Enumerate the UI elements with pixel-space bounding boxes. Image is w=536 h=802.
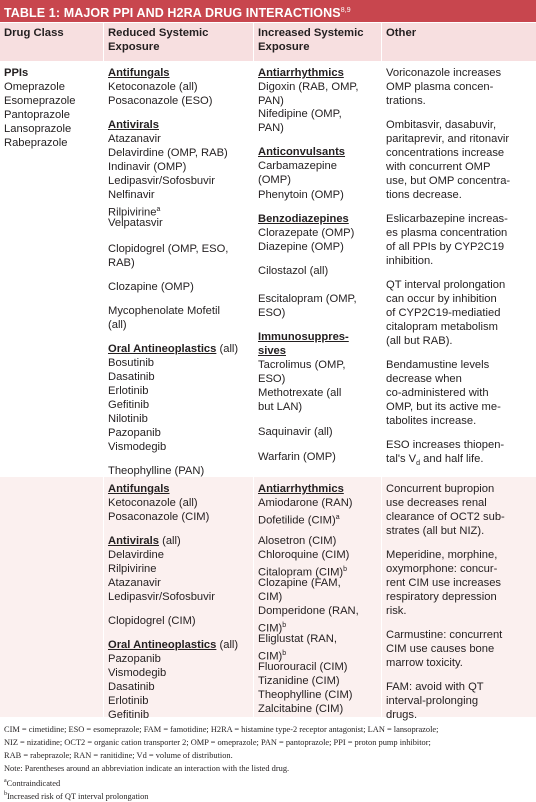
drug-entry: decrease when bbox=[386, 373, 462, 385]
drug-entry: ESO) bbox=[258, 373, 286, 385]
drug-entry: Dofetilide (CIM)$^a$ bbox=[258, 514, 340, 527]
drug-entry: Ombitasvir, dasabuvir, bbox=[386, 119, 497, 131]
drug-entry: Mycophenolate Mofetil bbox=[108, 305, 220, 317]
drug-category-heading: Anticonvulsants bbox=[258, 146, 346, 158]
column-divider bbox=[103, 23, 104, 717]
footnote: RAB = rabeprazole; RAN = ranitidine; Vd = volume of distribution. bbox=[4, 751, 233, 760]
drug-entry: FAM: avoid with QT bbox=[386, 681, 484, 693]
drug-entry: can occur by inhibition bbox=[386, 293, 497, 305]
drug-entry: Meperidine, morphine, bbox=[386, 549, 498, 561]
drug-entry: Ketoconazole (all) bbox=[108, 497, 198, 509]
drug-entry: Clorazepate (OMP) bbox=[258, 227, 355, 239]
drug-entry: Eslicarbazepine increas- bbox=[386, 213, 508, 225]
drug-entry: Bosutinib bbox=[108, 357, 155, 369]
drug-category-heading: Oral Antineoplastics (all) bbox=[108, 639, 239, 651]
drug-entry: respiratory depression bbox=[386, 591, 497, 603]
drug-entry: Pazopanib bbox=[108, 427, 161, 439]
drug-entry: Nilotinib bbox=[108, 413, 148, 425]
drug-entry: Saquinavir (all) bbox=[258, 426, 333, 438]
drug-entry: Carmustine: concurrent bbox=[386, 629, 503, 641]
drug-entry: Clozapine (OMP) bbox=[108, 281, 194, 293]
drug-entry: Omeprazole bbox=[4, 81, 65, 93]
drug-entry: CIM)$^b$ bbox=[258, 622, 287, 635]
drug-entry: drugs. bbox=[386, 709, 418, 721]
column-divider bbox=[253, 23, 254, 717]
drug-entry: Delavirdine (OMP, RAB) bbox=[108, 147, 228, 159]
drug-entry: inhibition. bbox=[386, 255, 434, 267]
drug-entry: Ketoconazole (all) bbox=[108, 81, 198, 93]
drug-entry: Clozapine (FAM, bbox=[258, 577, 341, 589]
drug-entry: but LAN) bbox=[258, 401, 303, 413]
drug-category-heading: Antivirals (all) bbox=[108, 535, 181, 547]
footnote: Note: Parentheses around an abbreviation indicate an interaction with the listed drug. bbox=[4, 764, 290, 773]
drug-entry: Atazanavir bbox=[108, 577, 161, 589]
table-header bbox=[0, 23, 536, 61]
drug-category-heading: Antiarrhythmics bbox=[258, 67, 344, 79]
drug-entry: strates (all but NIZ). bbox=[386, 525, 485, 537]
drug-entry: Carbamazepine bbox=[258, 160, 337, 172]
drug-entry: Erlotinib bbox=[108, 695, 149, 707]
drug-entry: with concurrent OMP bbox=[386, 161, 491, 173]
drug-entry: tions decrease. bbox=[386, 189, 462, 201]
drug-entry: Pantoprazole bbox=[4, 109, 70, 121]
drug-entry: Phenytoin (OMP) bbox=[258, 189, 344, 201]
drug-entry: Gefitinib bbox=[108, 709, 150, 721]
footnote: $^b$Increased risk of QT interval prolongation bbox=[4, 791, 149, 801]
drug-entry: OMP plasma concen- bbox=[386, 81, 494, 93]
drug-entry: Lansoprazole bbox=[4, 123, 72, 135]
drug-entry: Warfarin (OMP) bbox=[258, 451, 336, 463]
drug-entry: use, but OMP concentra- bbox=[386, 175, 511, 187]
header-drug-class: Drug Class bbox=[4, 27, 64, 39]
footnote: CIM = cimetidine; ESO = esomeprazole; FAM = famotidine; H2RA = histamine type-2 receptor antagonist; LAN = lansoprazole; bbox=[4, 725, 439, 734]
drug-entry: clearance of OCT2 sub- bbox=[386, 511, 505, 523]
drug-entry: ESO) bbox=[258, 307, 286, 319]
drug-entry: of CYP2C19-mediatied bbox=[386, 307, 501, 319]
drug-entry: of all PPIs by CYP2C19 bbox=[386, 241, 505, 253]
drug-entry: Rilpivirine bbox=[108, 563, 157, 575]
drug-entry: Bendamustine levels bbox=[386, 359, 490, 371]
drug-entry: Fluorouracil (CIM) bbox=[258, 661, 348, 673]
drug-entry: Esomeprazole bbox=[4, 95, 76, 107]
drug-entry: Posaconazole (ESO) bbox=[108, 95, 213, 107]
drug-entry: OMP, but its active me- bbox=[386, 401, 501, 413]
footnote: $^a$Contraindicated bbox=[4, 778, 61, 788]
drug-entry: Gefitinib bbox=[108, 399, 150, 411]
header-reduced: Reduced Systemic Exposure bbox=[108, 27, 209, 53]
drug-entry: CIM) bbox=[258, 591, 283, 603]
drug-entry: tal's $V_d$ and half life. bbox=[386, 453, 484, 468]
drug-entry: Indinavir (OMP) bbox=[108, 161, 187, 173]
drug-entry: Alosetron (CIM) bbox=[258, 535, 337, 547]
drug-entry: Domperidone (RAN, bbox=[258, 605, 359, 617]
drug-entry: rent CIM use increases bbox=[386, 577, 502, 589]
drug-category-heading: Immunosuppres- bbox=[258, 331, 349, 343]
drug-entry: (OMP) bbox=[258, 174, 291, 186]
table-title: TABLE 1: MAJOR PPI AND H2RA DRUG INTERACTIONS$^{8,9}$ bbox=[0, 0, 536, 22]
drug-entry: Digoxin (RAB, OMP, bbox=[258, 81, 359, 93]
drug-category-heading: sives bbox=[258, 345, 286, 357]
drug-entry: Nelfinavir bbox=[108, 189, 155, 201]
column-divider bbox=[381, 23, 382, 717]
drug-entry: Concurrent bupropion bbox=[386, 483, 495, 495]
drug-entry: CIM use causes bone bbox=[386, 643, 495, 655]
drug-category-heading: Antivirals bbox=[108, 119, 159, 131]
drug-entry: RAB) bbox=[108, 257, 135, 269]
drug-entry: PAN) bbox=[258, 122, 284, 134]
drug-entry: Dasatinib bbox=[108, 681, 155, 693]
drug-entry: CIM)$^b$ bbox=[258, 650, 287, 663]
header-increased: Increased Systemic Exposure bbox=[258, 27, 364, 53]
drug-entry: interval-prolonging bbox=[386, 695, 479, 707]
drug-entry: Clopidogrel (OMP, ESO, bbox=[108, 243, 229, 255]
drug-entry: ESO increases thiopen- bbox=[386, 439, 505, 451]
drug-entry: Diazepine (OMP) bbox=[258, 241, 344, 253]
drug-entry: Ledipasvir/Sofosbuvir bbox=[108, 175, 215, 187]
header-other: Other bbox=[386, 27, 417, 39]
drug-entry: Dasatinib bbox=[108, 371, 155, 383]
drug-category-heading: Antifungals bbox=[108, 483, 170, 495]
drug-entry: paritaprevir, and ritonavir bbox=[386, 133, 510, 145]
drug-entry: Chloroquine (CIM) bbox=[258, 549, 350, 561]
drug-entry: Rilpivirine$^a$ bbox=[108, 206, 161, 219]
drug-entry: risk. bbox=[386, 605, 407, 617]
drug-category-heading: Oral Antineoplastics (all) bbox=[108, 343, 239, 355]
drug-entry: Cilostazol (all) bbox=[258, 265, 329, 277]
drug-entry: marrow toxicity. bbox=[386, 657, 463, 669]
drug-entry: concentrations increase bbox=[386, 147, 505, 159]
drug-entry: Clopidogrel (CIM) bbox=[108, 615, 196, 627]
drug-entry: Posaconazole (CIM) bbox=[108, 511, 210, 523]
drug-category-heading: Antiarrhythmics bbox=[258, 483, 344, 495]
drug-entry: Pazopanib bbox=[108, 653, 161, 665]
drug-entry: Citalopram (CIM)$^b$ bbox=[258, 566, 348, 579]
drug-category-heading: Antifungals bbox=[108, 67, 170, 79]
drug-category-heading: Benzodiazepines bbox=[258, 213, 349, 225]
drug-entry: PAN) bbox=[258, 95, 284, 107]
drug-entry: Theophylline (PAN) bbox=[108, 465, 205, 477]
drug-entry: tabolites increase. bbox=[386, 415, 477, 427]
drug-entry: citalopram metabolism bbox=[386, 321, 498, 333]
drug-entry: Nifedipine (OMP, bbox=[258, 108, 342, 120]
drug-entry: Atazanavir bbox=[108, 133, 161, 145]
drug-entry: co-administered with bbox=[386, 387, 489, 399]
drug-entry: Delavirdine bbox=[108, 549, 164, 561]
drug-entry: Amiodarone (RAN) bbox=[258, 497, 353, 509]
drug-entry: Vismodegib bbox=[108, 441, 167, 453]
footnote: NIZ = nizatidine; OCT2 = organic cation transporter 2; OMP = omeprazole; PAN = pantoprazole; PPI = proton pump inhibitor; bbox=[4, 738, 431, 747]
drug-entry: QT interval prolongation bbox=[386, 279, 506, 291]
drug-entry: Tizanidine (CIM) bbox=[258, 675, 340, 687]
drug-entry: es plasma concentration bbox=[386, 227, 508, 239]
drug-entry: (all but RAB). bbox=[386, 335, 453, 347]
drug-entry: Methotrexate (all bbox=[258, 387, 342, 399]
drug-entry: Escitalopram (OMP, bbox=[258, 293, 357, 305]
drug-entry: Eliglustat (RAN, bbox=[258, 633, 337, 645]
drug-entry: trations. bbox=[386, 95, 426, 107]
title-refs: 8,9 bbox=[340, 7, 351, 14]
drug-entry: Rabeprazole bbox=[4, 137, 68, 149]
drug-entry: PPIs bbox=[4, 67, 29, 79]
drug-entry: Vismodegib bbox=[108, 667, 167, 679]
drug-entry: Erlotinib bbox=[108, 385, 149, 397]
drug-entry: Ledipasvir/Sofosbuvir bbox=[108, 591, 215, 603]
drug-entry: Zalcitabine (CIM) bbox=[258, 703, 344, 715]
drug-entry: Velpatasvir bbox=[108, 217, 163, 229]
drug-entry: Theophylline (CIM) bbox=[258, 689, 353, 701]
drug-entry: Tacrolimus (OMP, bbox=[258, 359, 346, 371]
drug-entry: oxymorphone: concur- bbox=[386, 563, 498, 575]
drug-entry: (all) bbox=[108, 319, 127, 331]
drug-entry: Voriconazole increases bbox=[386, 67, 502, 79]
drug-entry: use decreases renal bbox=[386, 497, 487, 509]
